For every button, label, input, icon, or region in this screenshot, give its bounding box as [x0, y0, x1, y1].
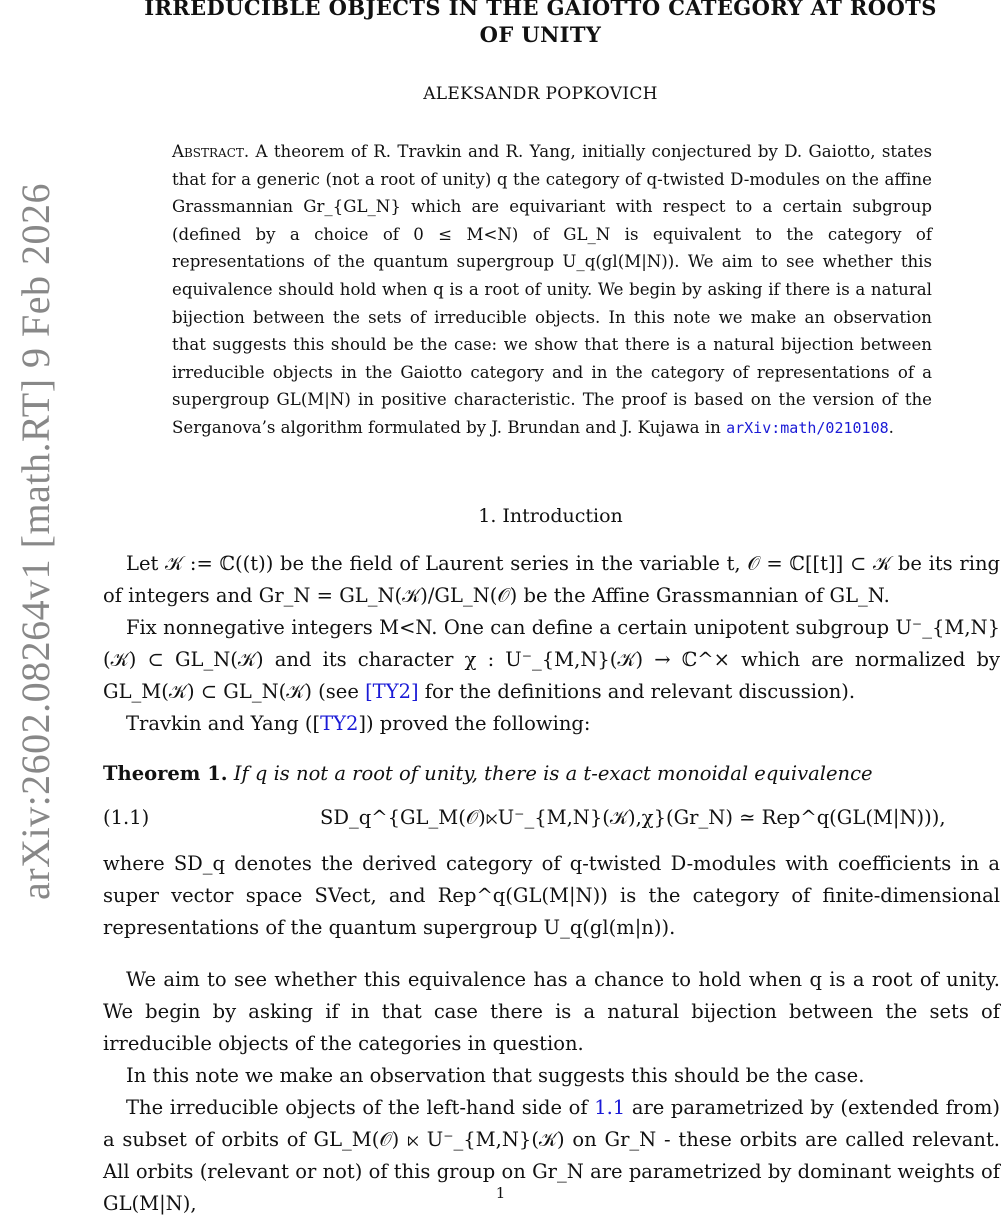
- page-number: 1: [495, 1184, 506, 1202]
- after-equation-paragraph: where SD_q denotes the derived category of q-twisted D-modules with coefficients in a super vector space SVect, and Rep^q(GL(M|N)) is the category of finite-dimensional representations of the quantum supergroup U_q(gl(m|n)).: [103, 852, 1000, 939]
- abstract-text: A theorem of R. Travkin and R. Yang, initially conjectured by D. Gaiotto, states that for a generic (not a root of unity) q the category of q-twisted D-modules on the affine Grassmannian Gr_{GL_N} which are equivariant with respect to a certain subgroup (defined by a choice of 0 ≤ M<N) of GL_N is equivalent to the category of representations of the quantum supergroup U_q(gl(M|N)). We aim to see whether this equivalence should hold when q is a root of unity. We begin by asking if there is a natural bijection between the sets of irreducible objects. In this note we make an observation that suggests this should be the case: we show that there is a natural bijection between irreducible objects in the Gaiotto category and in the category of representations of a supergroup GL(M|N) in positive characteristic. The proof is based on the version of the Serganova’s algorithm formulated by J. Brundan and J. Kujawa in: [172, 142, 932, 437]
- intro-p3-a: Travkin and Yang ([: [126, 712, 321, 735]
- ref-ty2-link[interactable]: [TY2]: [365, 680, 419, 703]
- intro-paragraph-2: [103, 612, 1000, 708]
- intro-p2-tail: for the definitions and relevant discussion).: [424, 680, 856, 703]
- equation-number: (1.1): [103, 806, 150, 829]
- abstract: Abstract. A theorem of R. Travkin and R. Yang, initially conjectured by D. Gaiotto, states that for a generic (not a root of unity) q the category of q-twisted D-modules on the affine Grassmannian Gr_{GL_N} which are equivariant with respect to a certain subgroup (defined by a choice of 0 ≤ M<N) of GL_N is equivalent to the category of representations of the quantum supergroup U_q(gl(M|N)). We aim to see whether this equivalence should hold when q is a root of unity. We begin by asking if there is a natural bijection between the sets of irreducible objects. In this note we make an observation that suggests this should be the case: we show that there is a natural bijection between irreducible objects in the Gaiotto category and in the category of representations of a supergroup GL(M|N) in positive characteristic. The proof is based on the version of the Serganova’s algorithm formulated by J. Brundan and J. Kujawa in arXiv:math/0210108.: [172, 142, 932, 437]
- intro-paragraph-3: [103, 708, 1000, 740]
- post-equation-text: [103, 848, 1000, 944]
- note-paragraph: In this note we make an observation that suggests this should be the case.: [126, 1064, 865, 1087]
- author: ALEKSANDR POPKOVICH: [423, 84, 658, 104]
- theorem-label: Theorem 1.: [103, 762, 228, 785]
- arxiv-stamp: arXiv:2602.08264v1 [math.RT] 9 Feb 2026: [13, 182, 58, 900]
- paper-title: [100, 0, 981, 48]
- ref-ty2-link-2[interactable]: TY2: [320, 712, 359, 735]
- theorem-text: If q is not a root of unity, there is a t-exact monoidal equivalence: [233, 762, 873, 785]
- section-title: 1. Introduction: [478, 505, 623, 527]
- equation-ref-link[interactable]: 1.1: [594, 1096, 626, 1119]
- intro-paragraph-1: Let 𝒦 := ℂ((t)) be the field of Laurent series in the variable t, 𝒪 = ℂ[[t]] ⊂ 𝒦 be its ring of integers and Gr_N = GL_N(𝒦)/GL_N(𝒪) be the Affine Grassmannian of GL_N.: [103, 552, 1000, 607]
- intro-p2-text: Fix nonnegative integers M<N. One can define a certain unipotent subgroup U⁻_{M,N}(𝒦) ⊂ GL_N(𝒦) and its character χ : U⁻_{M,N}(𝒦) → ℂ^× which are normalized by GL_M(𝒦) ⊂ GL_N(𝒦) (see: [103, 616, 1000, 703]
- title-line-2: OF UNITY: [479, 22, 602, 47]
- intro-body: [103, 548, 1000, 740]
- intro-p3-b: ]) proved the following:: [358, 712, 591, 735]
- abstract-label: Abstract.: [172, 142, 250, 161]
- aim-section: [103, 964, 1000, 1220]
- irr-text-b: are parametrized by (extended from) a subset of orbits of GL_M(𝒪) ⋉ U⁻_{M,N}(𝒦) on Gr_N - these orbits are called relevant. All orbits (relevant or not) of this group on Gr_N are parametrized by dominant weights of GL(M|N),: [103, 1096, 1000, 1215]
- title-line-1: IRREDUCIBLE OBJECTS IN THE GAIOTTO CATEGORY AT ROOTS: [144, 0, 937, 20]
- aim-paragraph: We aim to see whether this equivalence has a chance to hold when q is a root of unity. We begin by asking if in that case there is a natural bijection between the sets of irreducible objects of the categories in question.: [103, 968, 1000, 1055]
- theorem-1: [103, 758, 1000, 790]
- irr-text-a: The irreducible objects of the left-hand side of: [126, 1096, 588, 1119]
- equation: SD_q^{GL_M(𝒪)⋉U⁻_{M,N}(𝒦),χ}(Gr_N) ≃ Rep^q(GL(M|N))),: [320, 806, 946, 829]
- abstract-arxiv-link[interactable]: arXiv:math/0210108: [726, 418, 889, 437]
